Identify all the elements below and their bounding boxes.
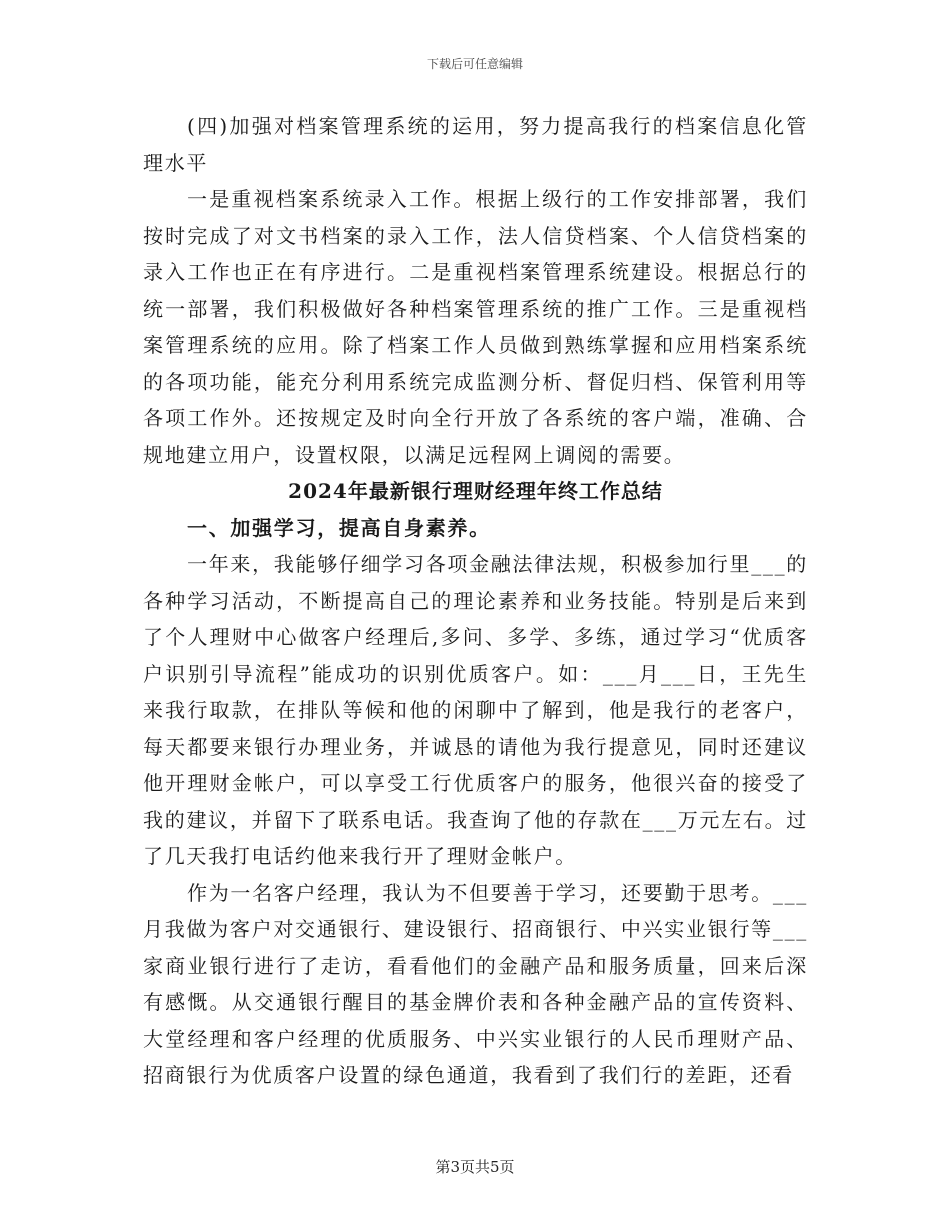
- page-number: 第3页共5页: [435, 1158, 515, 1176]
- section-title: 2024年最新银行理财经理年终工作总结: [288, 479, 663, 503]
- document-body: [143, 108, 808, 1094]
- sub-heading: 一、加强学习，提高自身素养。: [187, 515, 491, 540]
- page-header-note: 下载后可任意编辑: [426, 57, 523, 71]
- paragraph-thinking: 作为一名客户经理，我认为不但要善于学习，还要勤于思考。___月我做为客户对交通银行、建设银行、招商银行、中兴实业银行等___家商业银行进行了走访，看看他们的金融产品和服务质量，回来后深有感慨。从交通银行醒目的基金牌价表和各种金融产品的宣传资料、大堂经理和客户经理的优质服务、中兴实业银行的人民币理财产品、招商银行为优质客户设置的绿色通道，我看到了我们行的差距，还看: [143, 880, 808, 1087]
- paragraph-archive-heading: (四)加强对档案管理系统的运用，努力提高我行的档案信息化管理水平: [143, 114, 808, 175]
- paragraph-study: 一年来，我能够仔细学习各项金融法律法规，积极参加行里___的各种学习活动，不断提高自己的理论素养和业务技能。特别是后来到了个人理财中心做客户经理后,多问、多学、多练，通过学习“优质客户识别引导流程”能成功的识别优质客户。如：___月___日，王先生来我行取款，在排队等候和他的闲聊中了解到，他是我行的老客户，每天都要来银行办理业务，并诚恳的请他为我行提意见，同时还建议他开理财金帐户，可以享受工行优质客户的服务，他很兴奋的接受了我的建议，并留下了联系电话。我查询了他的存款在___万元左右。过了几天我打电话约他来我行开了理财金帐户。: [143, 552, 808, 868]
- paragraph-archive-work: 一是重视档案系统录入工作。根据上级行的工作安排部署，我们按时完成了对文书档案的录入工作，法人信贷档案、个人信贷档案的录入工作也正在有序进行。二是重视档案管理系统建设。根据总行的统一部署，我们积极做好各种档案管理系统的推广工作。三是重视档案管理系统的应用。除了档案工作人员做到熟练掌握和应用档案系统的各项功能，能充分利用系统完成监测分析、督促归档、保管利用等各项工作外。还按规定及时向全行开放了各系统的客户端，准确、合规地建立用户，设置权限，以满足远程网上调阅的需要。: [143, 187, 808, 467]
